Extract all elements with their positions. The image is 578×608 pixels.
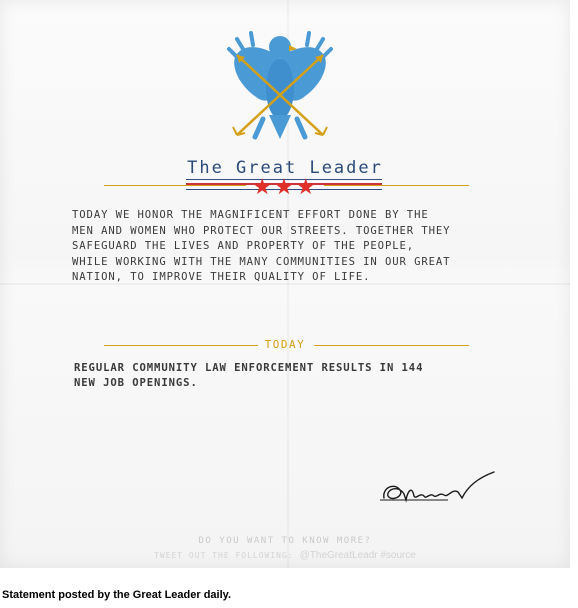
follow-prompt: TWEET OUT THE FOLLOWING: @TheGreatLeadr #source	[154, 550, 416, 561]
social-handle[interactable]: @TheGreatLeadr #source	[299, 550, 416, 561]
statement-text: TODAY WE HONOR THE MAGNIFICENT EFFORT DONE BY THE MEN AND WOMEN WHO PROTECT OUR STREETS. TOGETHER THEY SAFEGUARD THE LIVES AND PROPERTY OF THE PEOPLE, WHILE WORKING WITH THE MANY COMMUNITIES IN OUR GREAT NATION, TO IMPROVE THEIR QUALITY OF LIFE.	[72, 209, 451, 283]
poster-title: The Great Leader	[187, 158, 383, 178]
news-text: REGULAR COMMUNITY LAW ENFORCEMENT RESULTS IN 144 NEW JOB OPENINGS.	[74, 362, 424, 389]
star-row: ★★★	[252, 175, 318, 200]
bird-emblem-icon	[225, 27, 335, 145]
signature-icon	[378, 470, 498, 510]
image-caption: Statement posted by the Great Leader daily.	[2, 589, 232, 601]
today-label: TODAY	[264, 338, 306, 351]
more-prompt: DO YOU WANT TO KNOW MORE?	[198, 536, 372, 546]
